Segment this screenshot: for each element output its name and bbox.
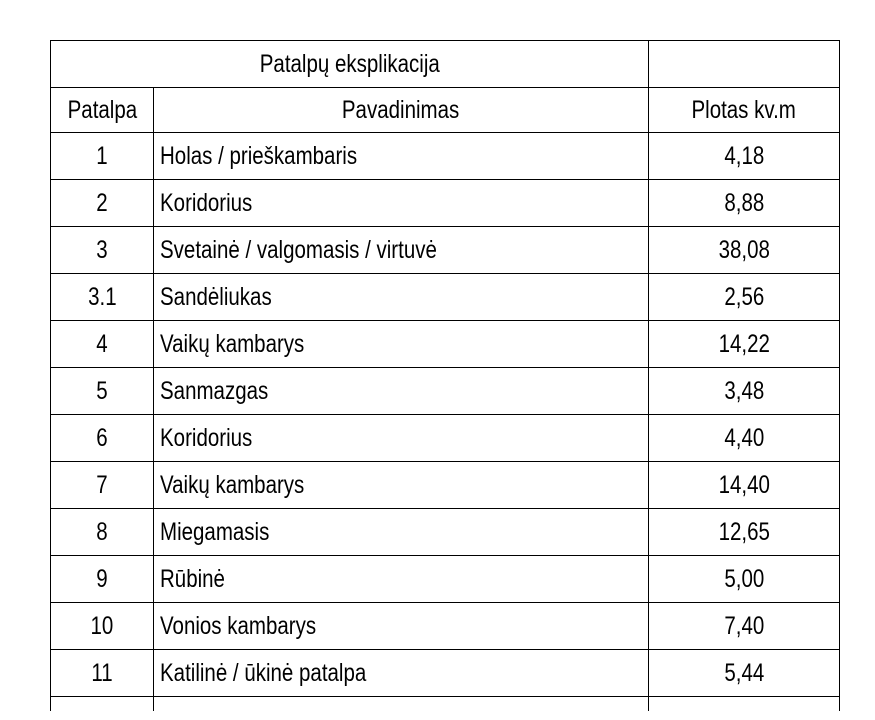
room-area-cell bbox=[649, 368, 840, 415]
room-explication-sheet bbox=[50, 40, 839, 720]
room-number-cell bbox=[51, 227, 154, 274]
room-area-cell bbox=[649, 556, 840, 603]
room-name-cell-text: Katilinė / ūkinė patalpa bbox=[160, 658, 367, 687]
room-name-cell bbox=[154, 509, 649, 556]
room-number-cell bbox=[51, 415, 154, 462]
table-row bbox=[51, 227, 840, 274]
room-area-cell bbox=[649, 274, 840, 321]
room-number-cell bbox=[51, 321, 154, 368]
room-area-cell bbox=[649, 415, 840, 462]
room-name-cell bbox=[154, 462, 649, 509]
header-room-text: Patalpa bbox=[67, 95, 137, 124]
room-area-cell bbox=[649, 603, 840, 650]
room-area-cell bbox=[649, 650, 840, 697]
room-number-cell-text: 7 bbox=[96, 470, 108, 499]
room-number-cell bbox=[51, 133, 154, 180]
table-title-row bbox=[51, 41, 840, 88]
table-title-text: Patalpų eksplikacija bbox=[259, 49, 440, 78]
room-number-cell bbox=[51, 274, 154, 321]
room-area-cell-text: 8,88 bbox=[724, 188, 764, 217]
table-row bbox=[51, 180, 840, 227]
room-name-cell-text: Vaikų kambarys bbox=[160, 329, 305, 358]
room-name-cell-text: Svetainė / valgomasis / virtuvė bbox=[160, 235, 437, 264]
table-header-row bbox=[51, 88, 840, 133]
room-number-cell bbox=[51, 650, 154, 697]
room-number-cell bbox=[51, 368, 154, 415]
room-name-cell bbox=[154, 368, 649, 415]
room-name-cell bbox=[154, 650, 649, 697]
room-number-cell bbox=[51, 509, 154, 556]
header-room bbox=[51, 88, 154, 133]
room-number-cell-text: 9 bbox=[96, 564, 108, 593]
room-area-cell-text: 5,44 bbox=[724, 658, 764, 687]
room-area-cell bbox=[649, 227, 840, 274]
table-row bbox=[51, 462, 840, 509]
room-number-cell-text: 11 bbox=[91, 658, 113, 687]
room-name-cell bbox=[154, 227, 649, 274]
table-row bbox=[51, 556, 840, 603]
room-number-cell-text: 5 bbox=[96, 376, 108, 405]
room-number-cell-text: 2 bbox=[96, 188, 108, 217]
room-area-cell-text: 3,48 bbox=[724, 376, 764, 405]
room-number-cell-text: 6 bbox=[96, 423, 108, 452]
room-name-cell-text: Sandėliukas bbox=[160, 282, 272, 311]
room-area-cell bbox=[649, 462, 840, 509]
room-name-cell-text: Holas / prieškambaris bbox=[160, 141, 358, 170]
header-name bbox=[154, 88, 649, 133]
table-row-continuation bbox=[51, 697, 840, 712]
table-row bbox=[51, 274, 840, 321]
room-number-cell bbox=[51, 556, 154, 603]
room-area-cell bbox=[649, 133, 840, 180]
room-name-cell-text: Koridorius bbox=[160, 423, 253, 452]
room-name-cell-text: Vaikų kambarys bbox=[160, 470, 305, 499]
room-number-cell bbox=[51, 462, 154, 509]
room-name-cell-text: Rūbinė bbox=[160, 564, 225, 593]
room-area-cell bbox=[649, 321, 840, 368]
room-area-cell-text: 4,18 bbox=[724, 141, 764, 170]
room-number-cell bbox=[51, 180, 154, 227]
room-name-cell-text: Sanmazgas bbox=[160, 376, 269, 405]
room-name-cell bbox=[154, 603, 649, 650]
table-row bbox=[51, 321, 840, 368]
table-row bbox=[51, 368, 840, 415]
table-row bbox=[51, 133, 840, 180]
continuation-cell bbox=[649, 697, 840, 712]
table-row bbox=[51, 603, 840, 650]
room-area-cell-text: 7,40 bbox=[724, 611, 764, 640]
header-name-text: Pavadinimas bbox=[342, 95, 460, 124]
room-name-cell-text: Miegamasis bbox=[160, 517, 270, 546]
room-name-cell bbox=[154, 321, 649, 368]
table-title bbox=[51, 41, 649, 88]
table-row bbox=[51, 650, 840, 697]
room-area-cell-text: 12,65 bbox=[718, 517, 770, 546]
table-row bbox=[51, 415, 840, 462]
room-name-cell bbox=[154, 274, 649, 321]
room-area-cell bbox=[649, 180, 840, 227]
header-area-text: Plotas kv.m bbox=[691, 95, 797, 124]
room-name-cell bbox=[154, 556, 649, 603]
room-name-cell bbox=[154, 180, 649, 227]
room-area-cell-text: 14,22 bbox=[718, 329, 770, 358]
room-name-cell bbox=[154, 415, 649, 462]
room-number-cell-text: 10 bbox=[90, 611, 114, 640]
room-name-cell-text: Vonios kambarys bbox=[160, 611, 317, 640]
room-area-cell-text: 14,40 bbox=[718, 470, 770, 499]
room-number-cell-text: 3.1 bbox=[87, 282, 117, 311]
room-area-cell-text: 4,40 bbox=[724, 423, 764, 452]
room-number-cell-text: 1 bbox=[96, 141, 108, 170]
room-explication-table bbox=[50, 40, 840, 711]
room-area-cell-text: 5,00 bbox=[724, 564, 764, 593]
continuation-cell bbox=[51, 697, 154, 712]
table-row bbox=[51, 509, 840, 556]
room-name-cell-text: Koridorius bbox=[160, 188, 253, 217]
table-title-empty-cell bbox=[649, 41, 840, 88]
continuation-cell bbox=[154, 697, 649, 712]
room-area-cell bbox=[649, 509, 840, 556]
room-area-cell-text: 38,08 bbox=[718, 235, 770, 264]
room-number-cell-text: 4 bbox=[96, 329, 108, 358]
room-name-cell bbox=[154, 133, 649, 180]
room-number-cell-text: 3 bbox=[96, 235, 108, 264]
room-number-cell-text: 8 bbox=[96, 517, 108, 546]
room-area-cell-text: 2,56 bbox=[724, 282, 764, 311]
header-area bbox=[649, 88, 840, 133]
room-number-cell bbox=[51, 603, 154, 650]
